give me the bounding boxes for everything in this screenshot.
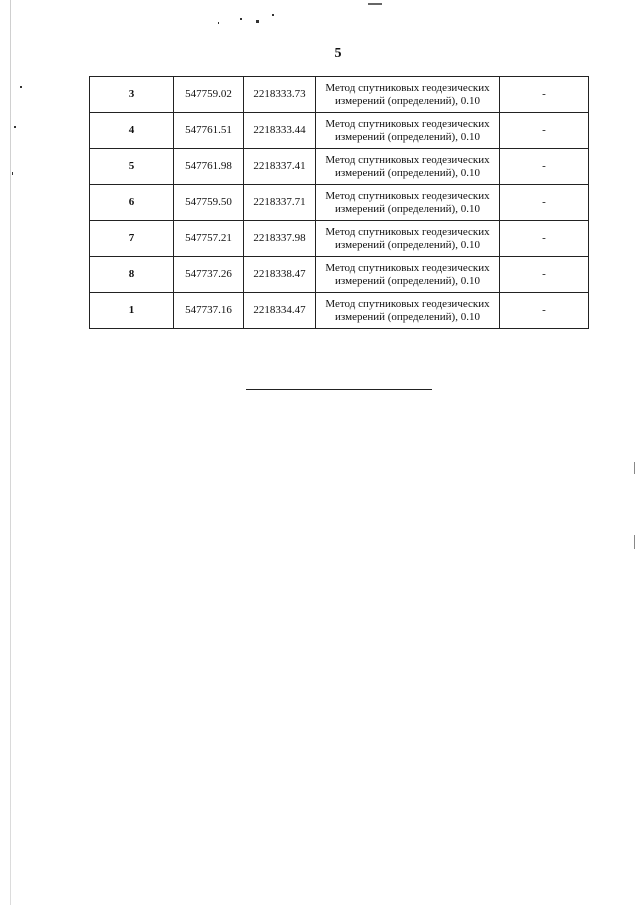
table-row — [90, 293, 589, 329]
method-line-1: Метод спутниковых геодезических — [325, 297, 490, 310]
point-number-cell: 5 — [90, 149, 174, 185]
method-line-2: измерений (определений), 0.10 — [335, 130, 480, 143]
note-cell: - — [500, 293, 589, 329]
method-line-1: Метод спутниковых геодезических — [325, 153, 490, 166]
coordinates-table — [89, 76, 589, 329]
y-coordinate-cell: 2218333.73 — [244, 77, 316, 113]
x-coordinate-cell: 547737.16 — [174, 293, 244, 329]
method-line-1: Метод спутниковых геодезических — [325, 117, 490, 130]
x-coordinate-cell: 547761.98 — [174, 149, 244, 185]
method-line-1: Метод спутниковых геодезических — [325, 261, 490, 274]
end-rule — [246, 389, 432, 390]
x-coordinate-cell: 547761.51 — [174, 113, 244, 149]
method-line-1: Метод спутниковых геодезических — [325, 225, 490, 238]
method-line-1: Метод спутниковых геодезических — [325, 189, 490, 202]
scan-speck — [240, 18, 242, 20]
scan-left-edge — [10, 0, 11, 905]
method-cell — [316, 293, 500, 329]
scan-speck — [12, 172, 13, 175]
method-cell — [316, 77, 500, 113]
point-number-cell: 1 — [90, 293, 174, 329]
method-line-1: Метод спутниковых геодезических — [325, 81, 490, 94]
scan-speck — [272, 14, 274, 16]
scan-speck — [368, 3, 382, 5]
method-line-2: измерений (определений), 0.10 — [335, 310, 480, 323]
point-number-cell: 7 — [90, 221, 174, 257]
y-coordinate-cell: 2218337.98 — [244, 221, 316, 257]
scan-speck — [20, 86, 22, 88]
scan-mark — [634, 462, 635, 474]
method-cell — [316, 257, 500, 293]
table-row — [90, 257, 589, 293]
method-line-2: измерений (определений), 0.10 — [335, 238, 480, 251]
point-number-cell: 4 — [90, 113, 174, 149]
y-coordinate-cell: 2218337.41 — [244, 149, 316, 185]
method-line-2: измерений (определений), 0.10 — [335, 166, 480, 179]
note-cell: - — [500, 185, 589, 221]
scan-mark — [634, 535, 635, 549]
page-number: 5 — [334, 46, 342, 61]
scan-speck — [256, 20, 259, 23]
x-coordinate-cell: 547737.26 — [174, 257, 244, 293]
method-line-2: измерений (определений), 0.10 — [335, 202, 480, 215]
note-cell: - — [500, 149, 589, 185]
table-row — [90, 221, 589, 257]
x-coordinate-cell: 547757.21 — [174, 221, 244, 257]
note-cell: - — [500, 221, 589, 257]
point-number-cell: 6 — [90, 185, 174, 221]
note-cell: - — [500, 77, 589, 113]
method-cell — [316, 113, 500, 149]
table-body — [90, 77, 589, 329]
scan-speck — [218, 22, 219, 24]
method-cell — [316, 185, 500, 221]
method-cell — [316, 149, 500, 185]
note-cell: - — [500, 113, 589, 149]
point-number-cell: 8 — [90, 257, 174, 293]
y-coordinate-cell: 2218338.47 — [244, 257, 316, 293]
x-coordinate-cell: 547759.50 — [174, 185, 244, 221]
method-line-2: измерений (определений), 0.10 — [335, 94, 480, 107]
x-coordinate-cell: 547759.02 — [174, 77, 244, 113]
y-coordinate-cell: 2218337.71 — [244, 185, 316, 221]
point-number-cell: 3 — [90, 77, 174, 113]
table-row — [90, 149, 589, 185]
scan-speck — [14, 126, 16, 128]
method-cell — [316, 221, 500, 257]
y-coordinate-cell: 2218333.44 — [244, 113, 316, 149]
note-cell: - — [500, 257, 589, 293]
method-line-2: измерений (определений), 0.10 — [335, 274, 480, 287]
y-coordinate-cell: 2218334.47 — [244, 293, 316, 329]
table-row — [90, 77, 589, 113]
table-row — [90, 113, 589, 149]
table-row — [90, 185, 589, 221]
